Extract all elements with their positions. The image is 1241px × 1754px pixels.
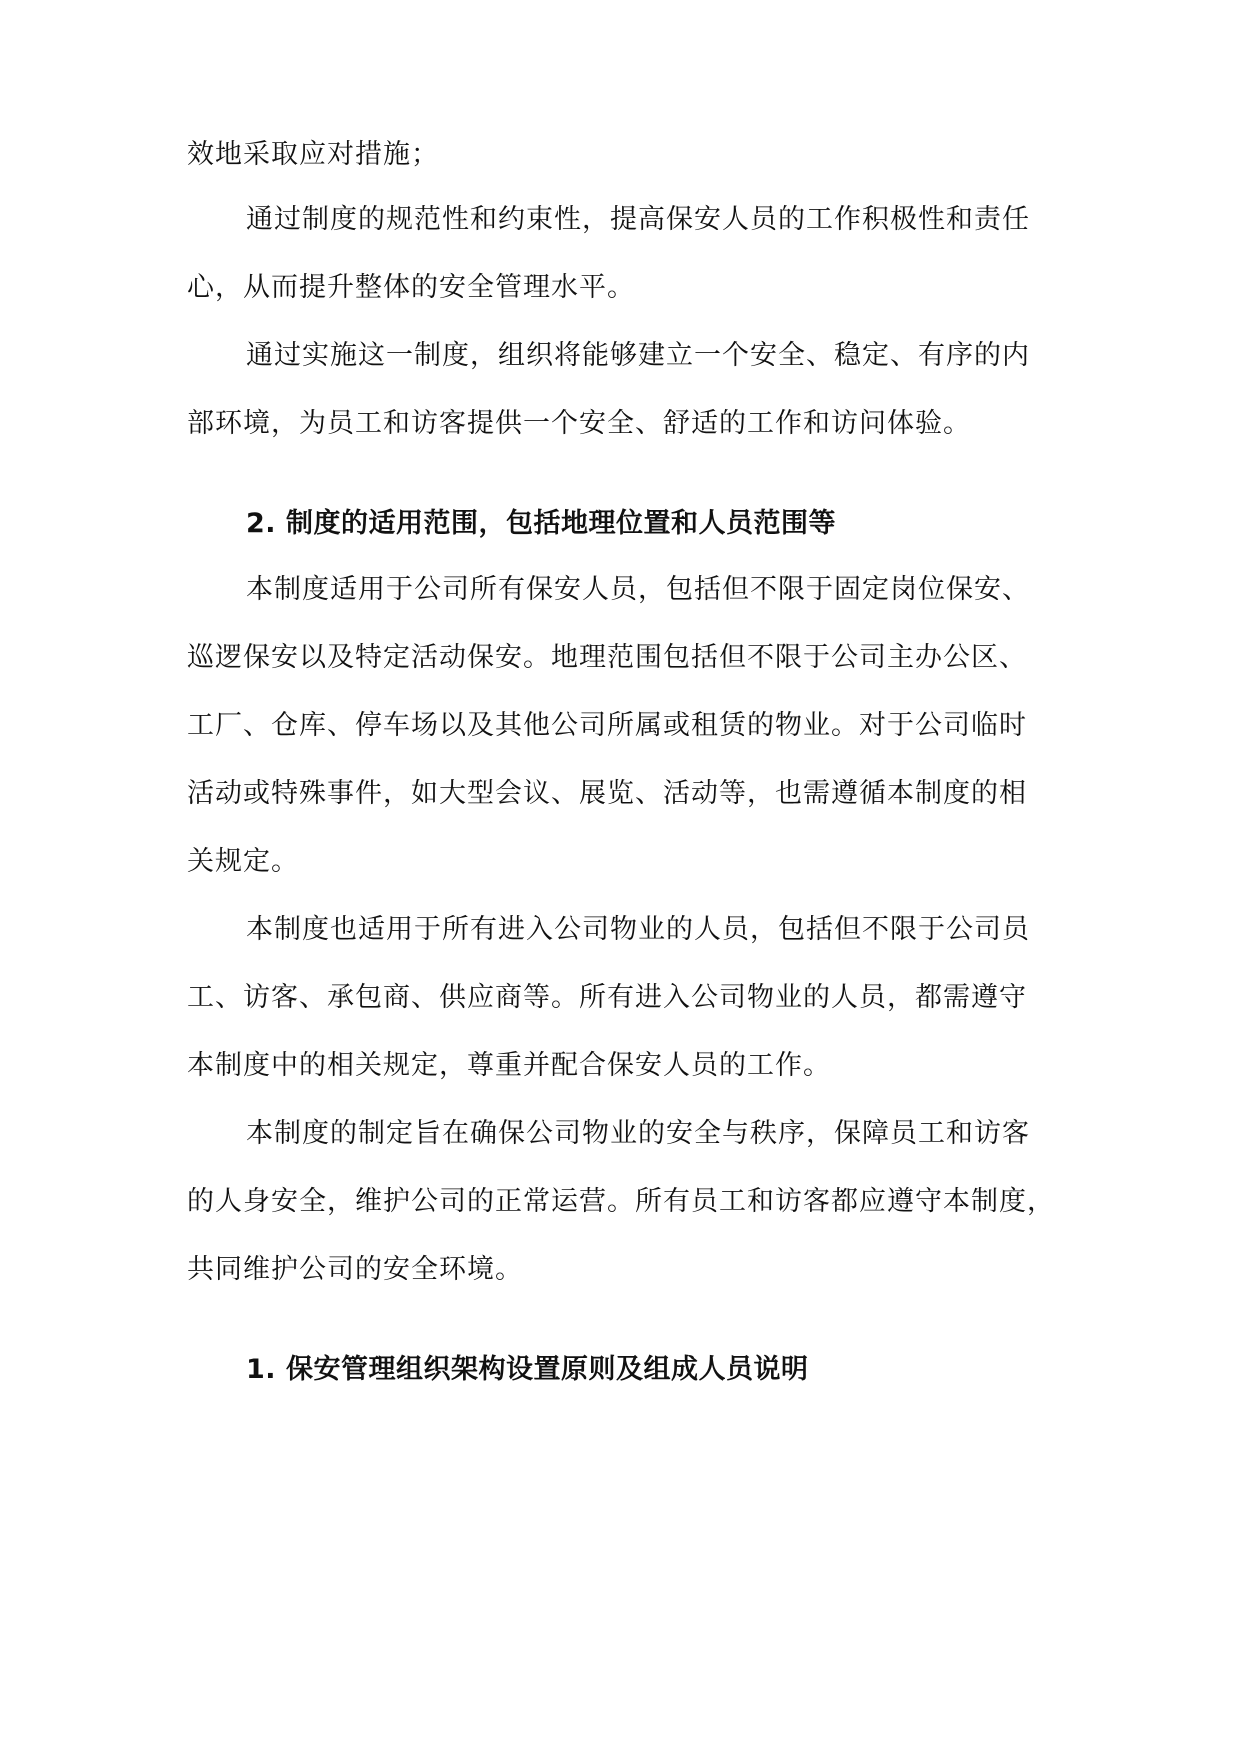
paragraph-line: 本制度也适用于所有进入公司物业的人员，包括但不限于公司员 (246, 914, 1030, 945)
text-line: 的人身安全，维护公司的正常运营。所有员工和访客都应遵守本制度， (187, 1186, 1055, 1217)
text-line: 工、访客、承包商、供应商等。所有进入公司物业的人员，都需遵守 (187, 982, 1027, 1013)
text-line: 心，从而提升整体的安全管理水平。 (187, 272, 635, 303)
paragraph-line: 本制度的制定旨在确保公司物业的安全与秩序，保障员工和访客 (246, 1118, 1030, 1149)
text-line: 共同维护公司的安全环境。 (187, 1254, 523, 1285)
text-line: 本制度中的相关规定，尊重并配合保安人员的工作。 (187, 1050, 831, 1081)
paragraph-line: 本制度适用于公司所有保安人员，包括但不限于固定岗位保安、 (246, 574, 1030, 605)
paragraph-line: 通过实施这一制度，组织将能够建立一个安全、稳定、有序的内 (246, 340, 1030, 371)
text-line: 活动或特殊事件，如大型会议、展览、活动等，也需遵循本制度的相 (187, 778, 1027, 809)
text-line: 工厂、仓库、停车场以及其他公司所属或租赁的物业。对于公司临时 (187, 710, 1027, 741)
text-line: 部环境，为员工和访客提供一个安全、舒适的工作和访问体验。 (187, 408, 971, 439)
section-heading: 2. 制度的适用范围，包括地理位置和人员范围等 (246, 508, 836, 539)
section-heading: 1. 保安管理组织架构设置原则及组成人员说明 (246, 1354, 809, 1385)
paragraph-line: 通过制度的规范性和约束性，提高保安人员的工作积极性和责任 (246, 204, 1030, 235)
text-line: 巡逻保安以及特定活动保安。地理范围包括但不限于公司主办公区、 (187, 642, 1027, 673)
text-line: 关规定。 (187, 846, 299, 877)
text-line: 效地采取应对措施； (187, 139, 439, 170)
